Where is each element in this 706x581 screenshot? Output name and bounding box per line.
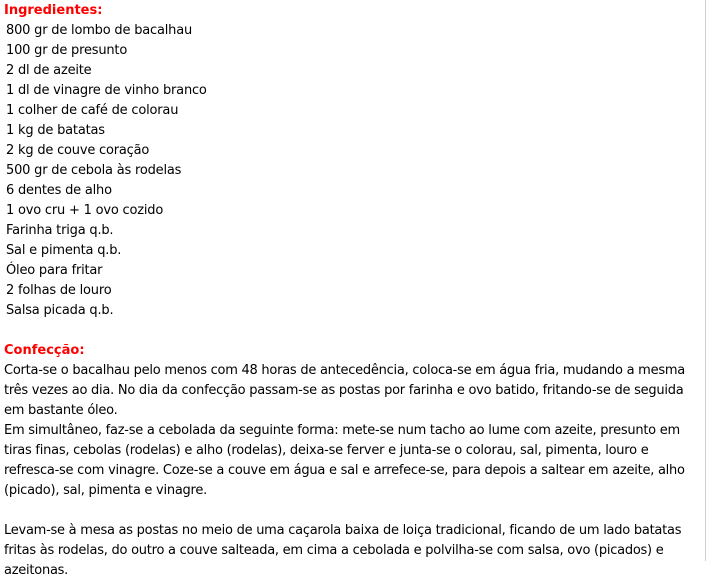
ingredient-item: 500 gr de cebola às rodelas — [6, 163, 182, 178]
ingredient-item: 100 gr de presunto — [6, 43, 128, 58]
preparation-paragraph: Corta-se o bacalhau pelo menos com 48 horas de antecedência, coloca-se em água fria, mudando a mesma três vezes ao dia. No dia da confecção passam-se as postas por farinha e ovo batido, fritando-se de seguida em bastante óleo. — [4, 363, 685, 418]
ingredient-item: 1 kg de batatas — [6, 123, 105, 138]
ingredient-item: Sal e pimenta q.b. — [6, 243, 122, 258]
preparation-paragraph: Em simultâneo, faz-se a cebolada da seguinte forma: mete-se num tacho ao lume com azeite, presunto em tiras finas, cebolas (rodelas) e alho (rodelas), deixa-se ferver e junta-se o colorau, sal, pimenta, louro e refresca-se com vinagre. Coze-se a couve em água e sal e arrefece-se, para depois a saltear em azeite, alho (picado), sal, pimenta e vinagre. — [4, 423, 685, 498]
preparation-heading: Confecção: — [4, 343, 85, 358]
ingredient-item: 6 dentes de alho — [6, 183, 112, 198]
ingredient-item: 2 dl de azeite — [6, 63, 92, 78]
ingredient-item: Óleo para fritar — [6, 263, 103, 278]
ingredient-item: 1 ovo cru + 1 ovo cozido — [6, 203, 164, 218]
ingredient-item: 800 gr de lombo de bacalhau — [6, 23, 192, 38]
ingredients-list — [6, 21, 207, 321]
ingredient-item: 1 colher de café de colorau — [6, 103, 179, 118]
ingredient-item: Salsa picada q.b. — [6, 303, 114, 318]
ingredient-item: 1 dl de vinagre de vinho branco — [6, 83, 207, 98]
ingredient-item: 2 folhas de louro — [6, 283, 112, 298]
ingredient-item: Farinha triga q.b. — [6, 223, 114, 238]
ingredient-item: 2 kg de couve coração — [6, 143, 150, 158]
preparation-paragraph: Levam-se à mesa as postas no meio de uma caçarola baixa de loiça tradicional, ficando de um lado batatas fritas às rodelas, do outro a couve salteada, em cima a cebolada e polvilha-se com salsa, ovo (picados) e azeitonas. — [4, 523, 682, 578]
ingredients-heading: Ingredientes: — [4, 3, 103, 18]
